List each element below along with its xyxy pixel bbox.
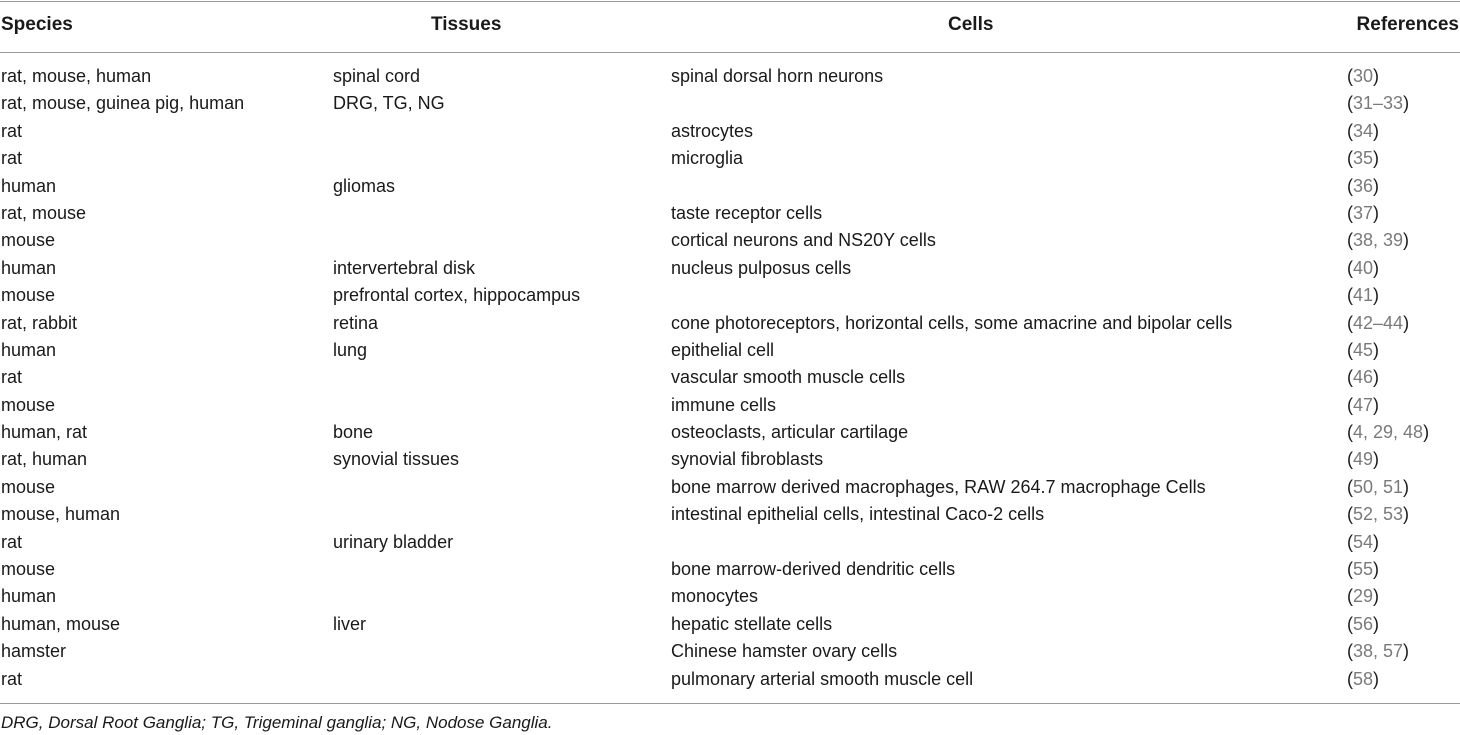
- cell-species: rat, mouse, guinea pig, human: [1, 93, 245, 114]
- cell-references: (45): [1347, 339, 1380, 360]
- cell-references: (52, 53): [1347, 504, 1410, 525]
- table-row: [0, 173, 1460, 200]
- cell-references: (4, 29, 48): [1347, 422, 1430, 443]
- table-row: [0, 638, 1460, 665]
- table-row: [0, 118, 1460, 145]
- header-references: References: [1356, 14, 1459, 35]
- cell-species: mouse: [1, 230, 56, 251]
- cell-species: hamster: [1, 641, 67, 662]
- cell-species: human: [1, 257, 57, 278]
- cell-references: (49): [1347, 449, 1380, 470]
- cell-tissues: retina: [333, 312, 379, 333]
- cell-tissues: urinary bladder: [333, 531, 454, 552]
- cell-cells: osteoclasts, articular cartilage: [671, 422, 909, 443]
- cell-tissues: gliomas: [333, 175, 396, 196]
- cell-species: mouse, human: [1, 504, 121, 525]
- cell-species: mouse: [1, 394, 56, 415]
- cell-cells: bone marrow-derived dendritic cells: [671, 559, 956, 580]
- reference-link[interactable]: 52, 53: [1353, 504, 1404, 525]
- cell-species: rat, mouse, human: [1, 66, 152, 86]
- cell-species: mouse: [1, 559, 56, 580]
- table-row: [0, 474, 1460, 501]
- cell-tissues: DRG, TG, NG: [333, 93, 445, 114]
- header-tissues: Tissues: [431, 14, 502, 35]
- cell-species: rat: [1, 531, 23, 552]
- cell-references: (36): [1347, 175, 1380, 196]
- cell-references: (41): [1347, 285, 1380, 306]
- cell-species: mouse: [1, 476, 56, 497]
- cell-references: (29): [1347, 586, 1380, 607]
- table-row: [0, 419, 1460, 446]
- cell-cells: bone marrow derived macrophages, RAW 264.7 macrophage Cells: [671, 476, 1206, 497]
- cell-species: mouse: [1, 285, 56, 306]
- reference-link[interactable]: 4, 29, 48: [1353, 422, 1424, 443]
- table-header-rule: [0, 52, 1460, 53]
- cell-references: (55): [1347, 559, 1380, 580]
- cell-species: human: [1, 175, 57, 196]
- cell-references: (56): [1347, 613, 1380, 634]
- cell-species: rat, mouse: [1, 202, 87, 223]
- cell-cells: microglia: [671, 148, 744, 169]
- cell-species: rat: [1, 668, 23, 689]
- table-row: [0, 227, 1460, 254]
- cell-species: rat: [1, 120, 23, 141]
- cell-cells: immune cells: [671, 394, 777, 415]
- table-footnote: DRG, Dorsal Root Ganglia; TG, Trigeminal ganglia; NG, Nodose Ganglia.: [1, 713, 553, 732]
- cell-cells: hepatic stellate cells: [671, 613, 833, 634]
- cell-cells: astrocytes: [671, 120, 754, 141]
- cell-references: (50, 51): [1347, 476, 1410, 497]
- cell-references: (35): [1347, 148, 1380, 169]
- cell-cells: vascular smooth muscle cells: [671, 367, 906, 388]
- table-body: [0, 63, 1460, 693]
- table-row: [0, 63, 1460, 90]
- table-row: [0, 583, 1460, 610]
- reference-link[interactable]: 49: [1353, 449, 1374, 470]
- reference-link[interactable]: 54: [1353, 531, 1374, 552]
- table-row: [0, 446, 1460, 473]
- table-row: [0, 364, 1460, 391]
- table-row: [0, 611, 1460, 638]
- cell-cells: monocytes: [671, 586, 759, 607]
- reference-link[interactable]: 40: [1353, 257, 1374, 278]
- table-row: [0, 501, 1460, 528]
- cell-cells: cone photoreceptors, horizontal cells, some amacrine and bipolar cells: [671, 312, 1233, 333]
- header-cells: Cells: [948, 14, 994, 35]
- reference-link[interactable]: 30: [1353, 66, 1374, 86]
- cell-species: human: [1, 586, 57, 607]
- table-row: [0, 392, 1460, 419]
- table-top-rule: [0, 1, 1460, 2]
- cell-tissues: prefrontal cortex, hippocampus: [333, 285, 581, 306]
- reference-link[interactable]: 47: [1353, 394, 1374, 415]
- header-species: Species: [1, 14, 73, 35]
- table-header-row: [0, 14, 1460, 40]
- cell-references: (30): [1347, 66, 1380, 86]
- reference-link[interactable]: 50, 51: [1353, 476, 1404, 497]
- cell-species: human, rat: [1, 422, 88, 443]
- cell-cells: synovial fibroblasts: [671, 449, 824, 470]
- reference-link[interactable]: 34: [1353, 120, 1374, 141]
- table-row: [0, 337, 1460, 364]
- cell-references: (42–44): [1347, 312, 1410, 333]
- reference-link[interactable]: 36: [1353, 175, 1374, 196]
- cell-references: (31–33): [1347, 93, 1410, 114]
- table-row: [0, 666, 1460, 693]
- table-row: [0, 310, 1460, 337]
- cell-tissues: lung: [333, 339, 368, 360]
- table-row: [0, 90, 1460, 117]
- table-row: [0, 145, 1460, 172]
- reference-link[interactable]: 41: [1353, 285, 1374, 306]
- cell-references: (38, 57): [1347, 641, 1410, 662]
- cell-species: rat, human: [1, 449, 88, 470]
- reference-link[interactable]: 58: [1353, 668, 1374, 689]
- cell-references: (38, 39): [1347, 230, 1410, 251]
- cell-cells: pulmonary arterial smooth muscle cell: [671, 668, 974, 689]
- cell-tissues: liver: [333, 613, 367, 634]
- cell-species: rat: [1, 148, 23, 169]
- reference-link[interactable]: 46: [1353, 367, 1374, 388]
- cell-cells: cortical neurons and NS20Y cells: [671, 230, 936, 251]
- cell-cells: Chinese hamster ovary cells: [671, 641, 898, 662]
- reference-link[interactable]: 29: [1353, 586, 1374, 607]
- table-row: [0, 255, 1460, 282]
- table-row: [0, 200, 1460, 227]
- cell-tissues: bone: [333, 422, 374, 443]
- reference-link[interactable]: 37: [1353, 202, 1374, 223]
- reference-link[interactable]: 38, 39: [1353, 230, 1404, 251]
- reference-link[interactable]: 42–44: [1353, 312, 1404, 333]
- cell-references: (37): [1347, 202, 1380, 223]
- cell-references: (47): [1347, 394, 1380, 415]
- reference-link[interactable]: 31–33: [1353, 93, 1404, 114]
- cell-references: (40): [1347, 257, 1380, 278]
- cell-tissues: spinal cord: [333, 66, 421, 86]
- cell-cells: nucleus pulposus cells: [671, 257, 852, 278]
- cell-tissues: synovial tissues: [333, 449, 460, 470]
- cell-references: (54): [1347, 531, 1380, 552]
- table-row: [0, 529, 1460, 556]
- reference-link[interactable]: 55: [1353, 559, 1374, 580]
- table-row: [0, 282, 1460, 309]
- cell-species: human, mouse: [1, 613, 121, 634]
- cell-cells: epithelial cell: [671, 339, 775, 360]
- cell-cells: taste receptor cells: [671, 202, 823, 223]
- table-row: [0, 556, 1460, 583]
- reference-link[interactable]: 35: [1353, 148, 1374, 169]
- cell-species: rat: [1, 367, 23, 388]
- reference-link[interactable]: 56: [1353, 613, 1374, 634]
- reference-link[interactable]: 38, 57: [1353, 641, 1404, 662]
- reference-link[interactable]: 45: [1353, 339, 1374, 360]
- cell-references: (46): [1347, 367, 1380, 388]
- table-bottom-rule: [0, 703, 1460, 704]
- cell-references: (58): [1347, 668, 1380, 689]
- cell-tissues: intervertebral disk: [333, 257, 476, 278]
- cell-species: human: [1, 339, 57, 360]
- cell-species: rat, rabbit: [1, 312, 78, 333]
- cell-cells: spinal dorsal horn neurons: [671, 66, 884, 86]
- cell-cells: intestinal epithelial cells, intestinal Caco-2 cells: [671, 504, 1045, 525]
- cell-references: (34): [1347, 120, 1380, 141]
